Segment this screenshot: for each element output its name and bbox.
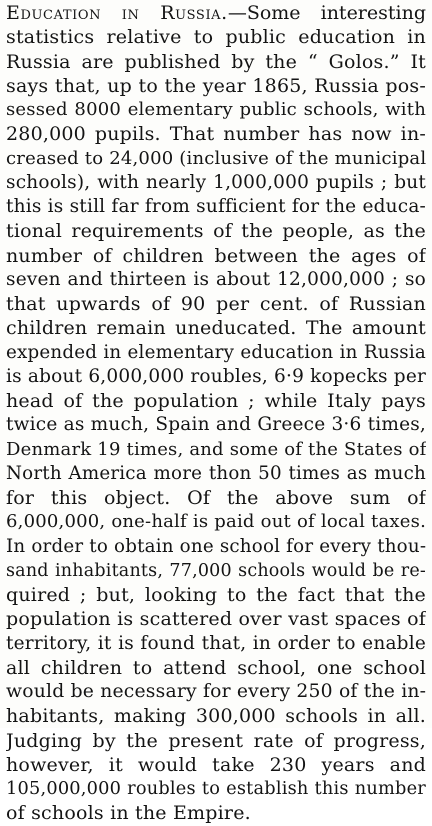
article-line: quired ; but, looking to the fact that the	[6, 584, 426, 606]
article-line: seven and thirteen is about 12,000,000 ; so	[6, 268, 426, 290]
article-line: however, it would take 230 years and	[6, 753, 426, 776]
article-body	[6, 1, 426, 826]
article-line: statistics relative to public education in	[6, 26, 426, 49]
article-line: Judging by the present rate of progress,	[6, 729, 426, 752]
article-line: Russia are published by the “ Golos.” It	[6, 50, 426, 73]
article-line: territory, it is found that, in order to enable	[6, 632, 426, 654]
article-line: expended in elementary education in Russia	[6, 341, 426, 363]
article-line: is about 6,000,000 roubles, 6·9 kopecks per	[6, 365, 426, 387]
article-line: number of children between the ages of	[6, 244, 426, 267]
article-line: that upwards of 90 per cent. of Russian	[6, 293, 426, 315]
article-line: tional requirements of the people, as the	[6, 220, 426, 243]
article-line: In order to obtain one school for every thou-	[6, 535, 426, 557]
article-line: of schools in the Empire.	[6, 802, 251, 825]
article-line: sessed 8000 elementary public schools, with	[6, 99, 426, 120]
article-line: North America more thon 50 times as much	[6, 462, 426, 484]
article-line: for this object. Of the above sum of	[6, 487, 426, 509]
article-line: 105,000,000 roubles to establish this number	[6, 779, 426, 799]
article-line: 6,000,000, one-half is paid out of local taxes.	[6, 511, 426, 533]
article-line	[6, 1, 426, 25]
article-line: would be necessary for every 250 of the in-	[6, 681, 426, 702]
article-line: this is still far from sufficient for the educa-	[6, 196, 426, 217]
article-line: all children to attend school, one school	[6, 656, 426, 679]
article-line: sand inhabitants, 77,000 schools would be re-	[6, 560, 426, 581]
article-line: schools), with nearly 1,000,000 pupils ; but	[6, 171, 426, 193]
article-line: twice as much, Spain and Greece 3·6 times,	[6, 414, 426, 436]
article-headline: Education in Russia.	[6, 2, 228, 24]
article-line: population is scattered over vast spaces of	[6, 608, 426, 631]
article-line: Denmark 19 times, and some of the States of	[6, 438, 426, 460]
article-line-text: —Some interesting	[227, 2, 426, 24]
article-line: says that, up to the year 1865, Russia pos-	[6, 74, 426, 97]
article-line: children remain uneducated. The amount	[6, 317, 426, 340]
article-line: 280,000 pupils. That number has now in-	[6, 123, 426, 146]
article-line: habitants, making 300,000 schools in all.	[6, 705, 426, 728]
article-line: creased to 24,000 (inclusive of the municipal	[6, 147, 426, 169]
article-line: head of the population ; while Italy pays	[6, 390, 426, 412]
